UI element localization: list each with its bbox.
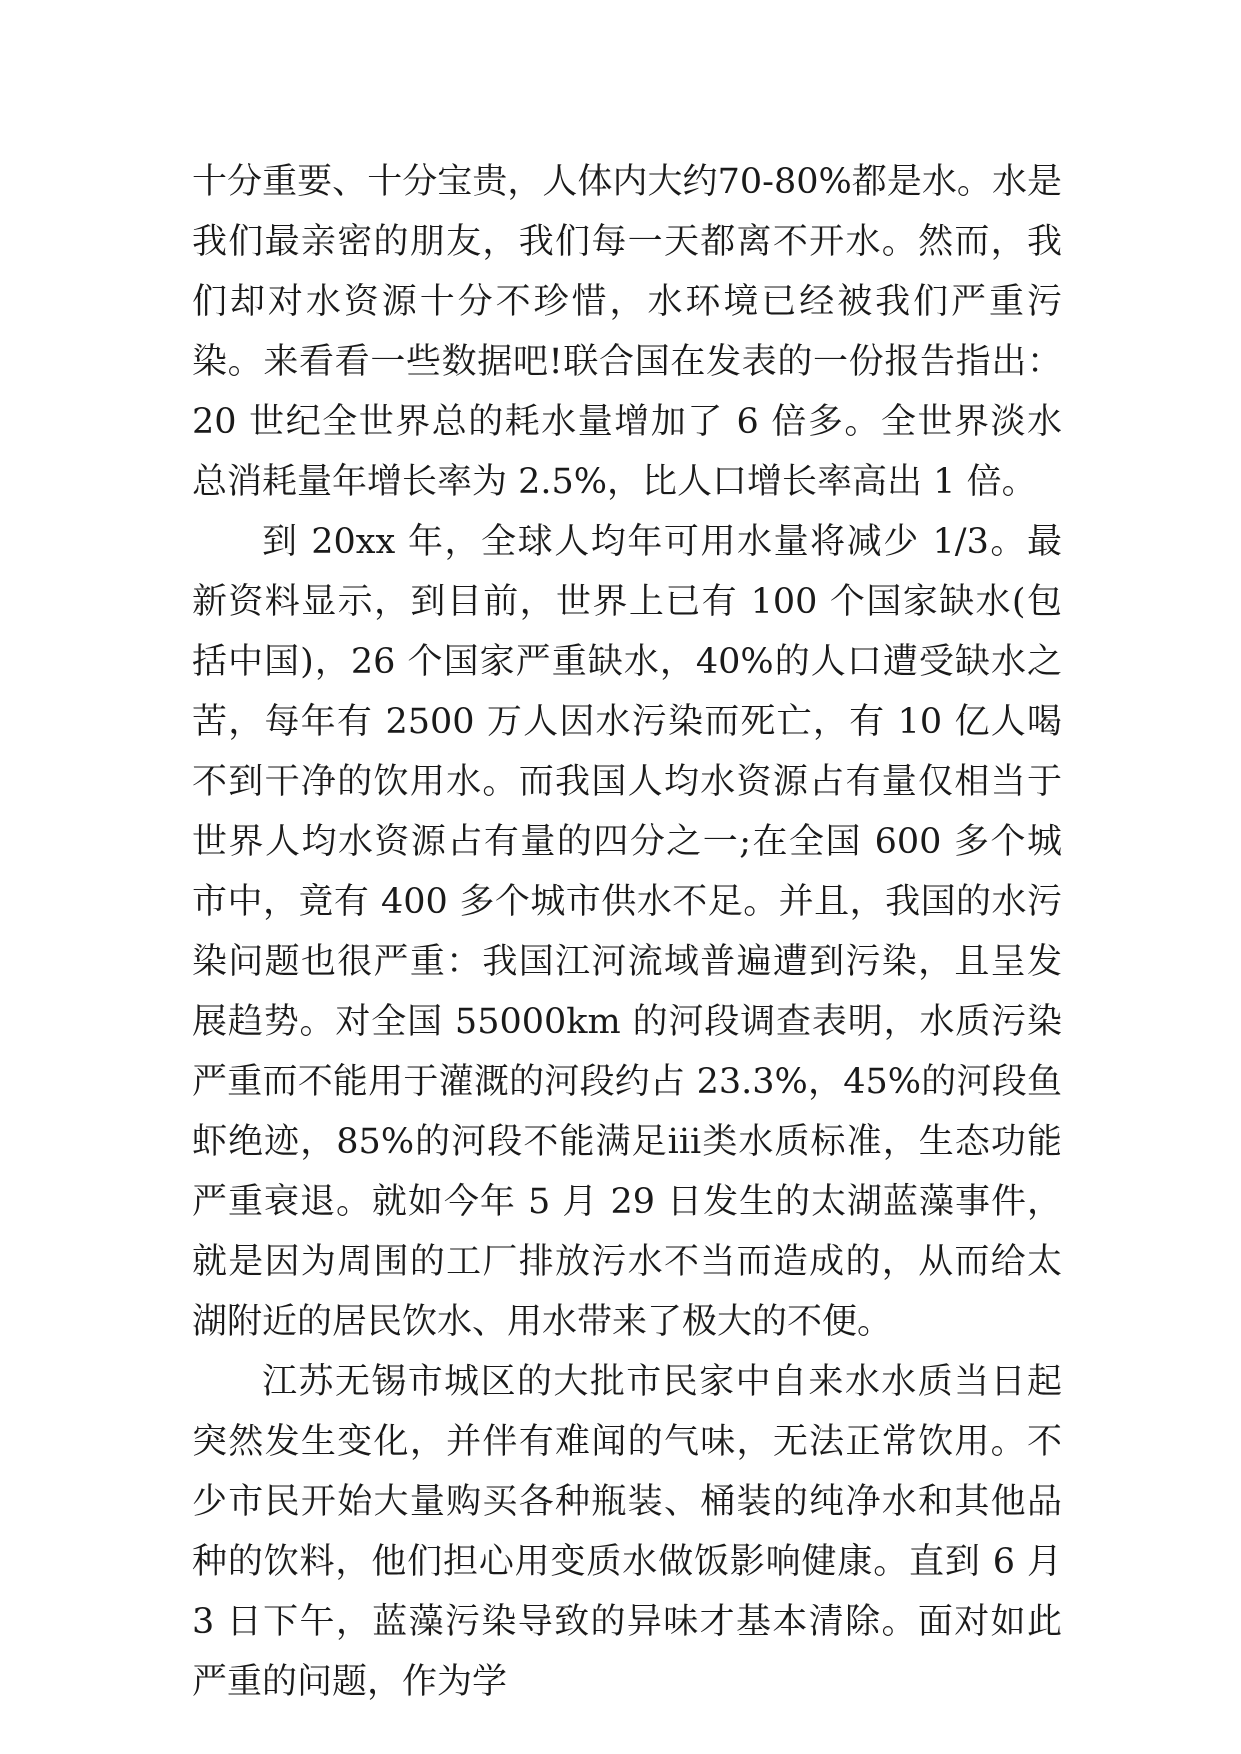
paragraph-2: 到 20xx 年，全球人均年可用水量将减少 1/3。最新资料显示，到目前，世界上已有 100 个国家缺水(包括中国)，26 个国家严重缺水，40%的人口遭受缺水之苦，每年有 2500 万人因水污染而死亡，有 10 亿人喝不到干净的饮用水。而我国人均水资源占有量仅相当于世界人均水资源占有量的四分之一;在全国 600 多个城市中，竟有 400 多个城市供水不足。并且，我国的水污染问题也很严重：我国江河流域普遍遭到污染，且呈发展趋势。对全国 55000km 的河段调查表明，水质污染严重而不能用于灌溉的河段约占 23.3%，45%的河段鱼虾绝迹，85%的河段不能满足iii类水质标准，生态功能严重衰退。就如今年 5 月 29 日发生的太湖蓝藻事件，就是因为周围的工厂排放污水不当而造成的，从而给太湖附近的居民饮水、用水带来了极大的不便。 <box>192 522 1062 1342</box>
body-text <box>192 152 1062 1712</box>
paragraph-1: 十分重要、十分宝贵，人体内大约70-80%都是水。水是我们最亲密的朋友，我们每一天都离不开水。然而，我们却对水资源十分不珍惜，水环境已经被我们严重污染。来看看一些数据吧!联合国在发表的一份报告指出：20 世纪全世界总的耗水量增加了 6 倍多。全世界淡水总消耗量年增长率为 2.5%，比人口增长率高出 1 倍。 <box>192 162 1062 502</box>
paragraph-3: 江苏无锡市城区的大批市民家中自来水水质当日起突然发生变化，并伴有难闻的气味，无法正常饮用。不少市民开始大量购买各种瓶装、桶装的纯净水和其他品种的饮料，他们担心用变质水做饭影响健康。直到 6 月 3 日下午，蓝藻污染导致的异味才基本清除。面对如此严重的问题，作为学 <box>192 1362 1062 1702</box>
